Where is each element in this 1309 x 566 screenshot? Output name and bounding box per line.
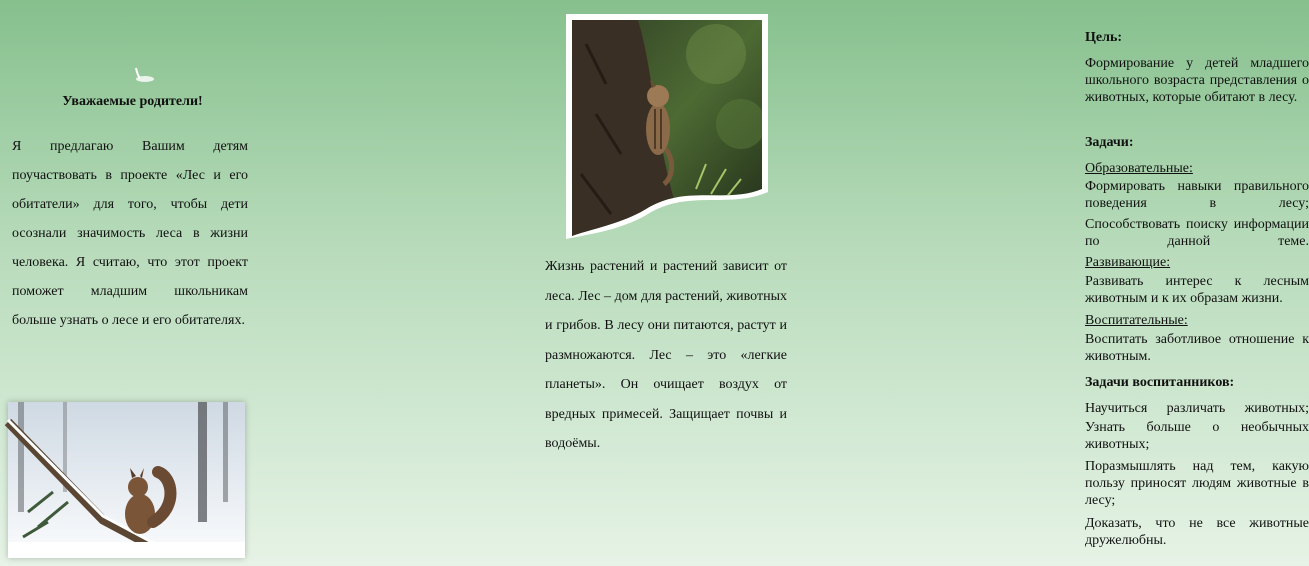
pupil-task-3: Поразмышлять над тем, какую пользу приносят людям животные в лесу; <box>1085 459 1309 508</box>
decorative-leaf-icon <box>128 64 158 86</box>
pupil-task-2: Узнать больше о необычных животных; <box>1085 420 1309 452</box>
educational-label: Образовательные: <box>1085 161 1193 176</box>
pupil-task-4: Доказать, что не все животные дружелюбны. <box>1085 516 1309 548</box>
pupil-tasks-heading: Задачи воспитанников: <box>1085 375 1235 390</box>
goal-heading: Цель: <box>1085 30 1123 45</box>
middle-panel <box>265 0 787 566</box>
greeting-heading: Уважаемые родители! <box>62 94 203 109</box>
tasks-heading: Задачи: <box>1085 135 1134 150</box>
left-panel <box>0 0 265 566</box>
developing-text: Развивать интерес к лесным животным и к их образам жизни. <box>1085 274 1309 306</box>
upbringing-text: Воспитать заботливое отношение к животным. <box>1085 332 1309 364</box>
squirrel-photo <box>8 402 245 558</box>
pupil-task-1: Научиться различать животных; <box>1085 401 1309 416</box>
educational-task-1: Формировать навыки правильного поведения в лесу; <box>1085 179 1309 211</box>
forest-importance-text: Жизнь растений и растений зависит от леса. Лес – дом для растений, животных и грибов. В лесу они питаются, растут и размножаются. Лес – это «легкие планеты». Он очищает воздух от вредных примесей. Защищает почвы и водоёмы. <box>545 259 787 451</box>
intro-paragraph: Я предлагаю Вашим детям поучаствовать в проекте «Лес и его обитатели» для того, чтобы дети осознали значимость леса в жизни человека. Я считаю, что этот проект поможет младшим школьникам больше узнать о лесе и его обитателях. <box>12 139 248 328</box>
educational-task-2: Способствовать поиску информации по данной теме. <box>1085 217 1309 249</box>
right-panel <box>535 0 1309 566</box>
upbringing-label: Воспитательные: <box>1085 313 1188 328</box>
goal-text: Формирование у детей младшего школьного возраста представления о животных, которые обитают в лесу. <box>1085 56 1309 105</box>
developing-label: Развивающие: <box>1085 255 1171 270</box>
